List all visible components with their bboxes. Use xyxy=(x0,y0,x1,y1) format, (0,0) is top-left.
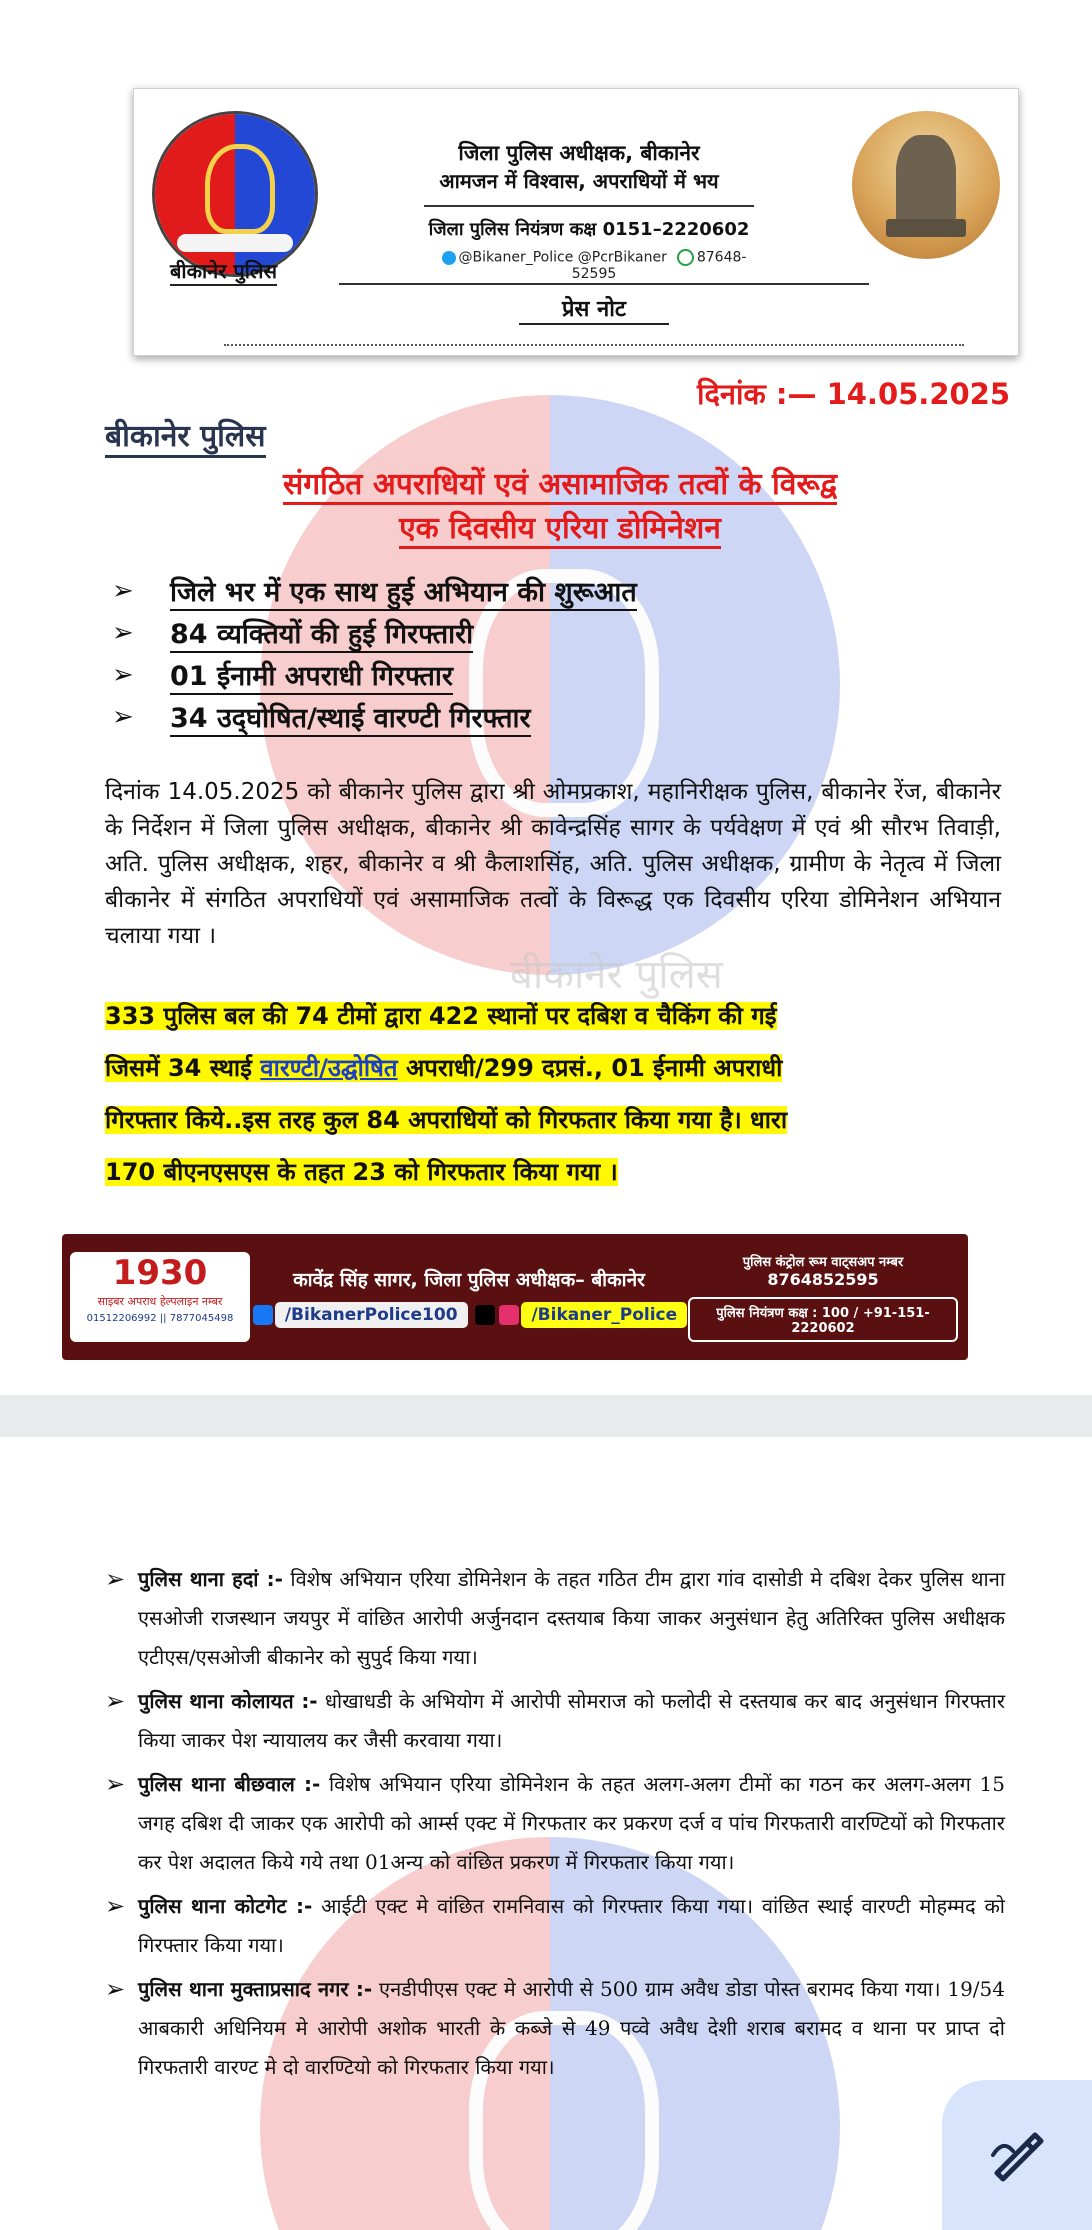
helpline-phones: 01512206992 || 7877045498 xyxy=(86,1313,234,1324)
headline-text-2: एक दिवसीय एरिया डोमिनेशन xyxy=(399,511,721,549)
arrow-icon: ➢ xyxy=(105,1975,126,2003)
bullet-text: 84 व्यक्तियों की हुई गिरफ्तारी xyxy=(170,614,473,653)
letterhead-rule xyxy=(424,205,754,207)
list-item xyxy=(105,1682,1005,1760)
report-text: धोखाधडी के अभियोग में आरोपी सोमराज को फलोदी से दस्तयाब कर बाद अनुसंधान गिरफ्तार किया जाकर पेश न्यायालय कर जैसी करवाया गया। xyxy=(138,1689,1005,1752)
office-title: जिला पुलिस अधीक्षक, बीकानेर xyxy=(458,141,700,165)
bullet-text: 34 उद्‌घोषित/स्थाई वारण्टी गिरफ्तार xyxy=(170,698,531,737)
helpline-label: साइबर अपराध हेल्पलाइन नम्बर xyxy=(97,1295,223,1308)
report-text: एनडीपीएस एक्ट मे आरोपी से 500 ग्राम अवैध डोडा पोस्त बरामद किया गया। 19/54 आबकारी अधिनियम मे आरोपी अशोक भारती के कब्जे से 49 पव्वे अवैध देशी शराब बरामद व थाना पर प्राप्त दो गिरफतारी वारण्ट मे दो वारण्टियो को गिरफतार किया गया। xyxy=(138,1977,1005,2079)
body-paragraph: दिनांक 14.05.2025 को बीकानेर पुलिस द्वारा श्री ओमप्रकाश, महानिरीक्षक पुलिस, बीकानेर रेंज, बीकानेर के निर्देशन में जिला पुलिस अधीक्षक, बीकानेर श्री कावेन्द्रसिंह सागर के पर्यवेक्षण में एवं श्री सौरभ तिवाड़ी, अति. पुलिस अधीक्षक, शहर, बीकानेर व श्री कैलाशसिंह, अति. पुलिस अधीक्षक, ग्रामीण के नेतृत्व में जिला बीकानेर में संगठित अपराधियों एवं असामाजिक तत्वों के विरूद्ध एक दिवसीय एरिया डोमिनेशन अभियान चलाया गया । xyxy=(105,779,1001,949)
report-text: विशेष अभियान एरिया डोमिनेशन के तहत गठित टीम द्वारा गांव दासोडी मे दबिश देकर पुलिस थाना एसओजी राजस्थान जयपुर में वांछित आरोपी अर्जुनदान दस्तयाब किया जाकर अनुसंधान हेतु अतिरिक्त पुलिस अधीक्षक एटीएस/एसओजी बीकानेर को सुपुर्द किया गया। xyxy=(138,1567,1006,1669)
station-name: पुलिस थाना कोलायत :- xyxy=(138,1689,318,1713)
headline-text-1: संगठित अपराधियों एवं असामाजिक तत्वों के विरूद्व xyxy=(283,467,837,505)
summary-text: 170 बीएनएसएस के तहत 23 को गिरफतार किया गया । xyxy=(105,1158,618,1186)
national-emblem-icon xyxy=(852,111,1000,259)
bullet-item xyxy=(112,696,912,738)
instagram-icon xyxy=(499,1305,519,1325)
list-item xyxy=(105,1887,1005,1965)
arrow-icon: ➢ xyxy=(112,660,134,690)
arrow-icon: ➢ xyxy=(112,576,134,606)
control-room-box: पुलिस नियंत्रण कक्ष : 100 / +91-151-2220602 xyxy=(688,1297,958,1342)
banner-right xyxy=(688,1252,968,1342)
social-contacts xyxy=(424,249,764,282)
press-note-title: प्रेस नोट xyxy=(519,293,669,325)
summary-line-4 xyxy=(105,1146,1001,1198)
facebook-handle: /BikanerPolice100 xyxy=(275,1302,468,1328)
summary-text: गिरफ्तार किये..इस तरह कुल 84 अपराधियों को गिरफतार किया गया है। धारा xyxy=(105,1106,788,1134)
motto: आमजन में विश्वास, अपराधियों में भय xyxy=(439,169,719,193)
edit-fab-button[interactable] xyxy=(942,2080,1092,2230)
report-text: विशेष अभियान एरिया डोमिनेशन के तहत अलग-अलग टीमों का गठन कर अलग-अलग 15 जगह दबिश दी जाकर एक आरोपी को आर्म्स एक्ट में गिरफतार कर प्रकरण दर्ज व पांच गिरफतारी वारण्टियों को गिरफतार कर पेश अदालत किये गये तथा 01अन्य को वांछित प्रकरण में गिरफतार किया गया। xyxy=(138,1772,1005,1874)
edit-pen-icon xyxy=(987,2125,1047,2185)
list-item xyxy=(105,1765,1005,1882)
summary-line-3 xyxy=(105,1094,1001,1146)
whatsapp-number: 87648-52595 xyxy=(571,249,747,282)
bullet-item xyxy=(112,654,912,696)
station-name: पुलिस थाना हदां :- xyxy=(138,1567,283,1591)
section-heading: बीकानेर पुलिस xyxy=(105,414,266,458)
station-name: पुलिस थाना मुक्ताप्रसाद नगर :- xyxy=(138,1977,373,2001)
sp-name: कावेंद्र सिंह सागर, जिला पुलिस अधीक्षक– बीकानेर xyxy=(293,1269,645,1291)
arrow-icon: ➢ xyxy=(112,618,134,648)
arrow-icon: ➢ xyxy=(112,702,134,732)
station-name: पुलिस थाना कोटगेट :- xyxy=(138,1894,313,1918)
station-name: पुलिस थाना बीछवाल :- xyxy=(138,1772,321,1796)
summary-line-1 xyxy=(105,990,1001,1042)
whatsapp-number: 8764852595 xyxy=(767,1270,879,1289)
headline-line-1 xyxy=(160,462,960,503)
bullet-text: जिले भर में एक साथ हुई अभियान की शुरूआत xyxy=(170,572,637,611)
letterhead-rule-2 xyxy=(339,283,869,285)
bikaner-police-logo-icon xyxy=(152,111,318,277)
highlighted-summary xyxy=(105,990,1001,1198)
report-text: आईटी एक्ट मे वांछित रामनिवास को गिरफ्तार किया गया। वांछित स्थाई वारण्टी मोहम्मद को गिरफ्तार किया गया। xyxy=(138,1894,1005,1957)
document-page-2 xyxy=(0,1437,1092,2230)
instagram-handle: /Bikaner_Police xyxy=(521,1302,687,1328)
summary-line-2 xyxy=(105,1042,1001,1094)
twitter-icon xyxy=(442,251,456,265)
x-icon xyxy=(475,1305,495,1325)
facebook-icon xyxy=(253,1305,273,1325)
bullet-text: 01 ईनामी अपराधी गिरफ्तार xyxy=(170,656,453,695)
bullet-item xyxy=(112,612,912,654)
footer-banner xyxy=(62,1234,968,1360)
letterhead-title xyxy=(434,139,724,194)
arrow-icon: ➢ xyxy=(105,1565,126,1593)
summary-text: 333 पुलिस बल की 74 टीमों द्वारा 422 स्थानों पर दबिश व चैकिंग की गई xyxy=(105,1002,777,1030)
control-room-number: जिला पुलिस नियंत्रण कक्ष 0151–2220602 xyxy=(428,219,750,240)
arrow-icon: ➢ xyxy=(105,1770,126,1798)
cyber-helpline-box xyxy=(70,1252,250,1342)
arrow-icon: ➢ xyxy=(105,1687,126,1715)
summary-text: जिसमें 34 स्थाई xyxy=(105,1054,261,1082)
press-date: दिनांक :— 14.05.2025 xyxy=(697,377,1011,411)
banner-center xyxy=(250,1266,688,1328)
summary-text: अपराधी/299 दप्रसं., 01 ईनामी अपराधी xyxy=(397,1054,783,1082)
watermark-text: बीकानेर पुलिस xyxy=(510,952,723,998)
list-item xyxy=(105,1970,1005,2087)
whatsapp-icon xyxy=(677,249,694,266)
headline-line-2 xyxy=(160,506,960,547)
station-reports xyxy=(105,1560,1005,2092)
helpline-number: 1930 xyxy=(112,1253,208,1293)
letterhead xyxy=(133,88,1019,356)
dotted-divider xyxy=(224,344,964,346)
warrant-link[interactable]: वारण्टी/उद्घोषित xyxy=(260,1054,398,1082)
list-item xyxy=(105,1560,1005,1677)
bullet-list xyxy=(112,570,912,738)
logo-caption: बीकानेर पुलिस xyxy=(170,257,277,286)
whatsapp-label: पुलिस कंट्रोल रूम वाट्सअप नम्बर xyxy=(742,1255,904,1270)
bullet-item xyxy=(112,570,912,612)
social-handles xyxy=(250,1302,688,1328)
arrow-icon: ➢ xyxy=(105,1892,126,1920)
twitter-handles: @Bikaner_Police @PcrBikaner xyxy=(458,249,667,266)
